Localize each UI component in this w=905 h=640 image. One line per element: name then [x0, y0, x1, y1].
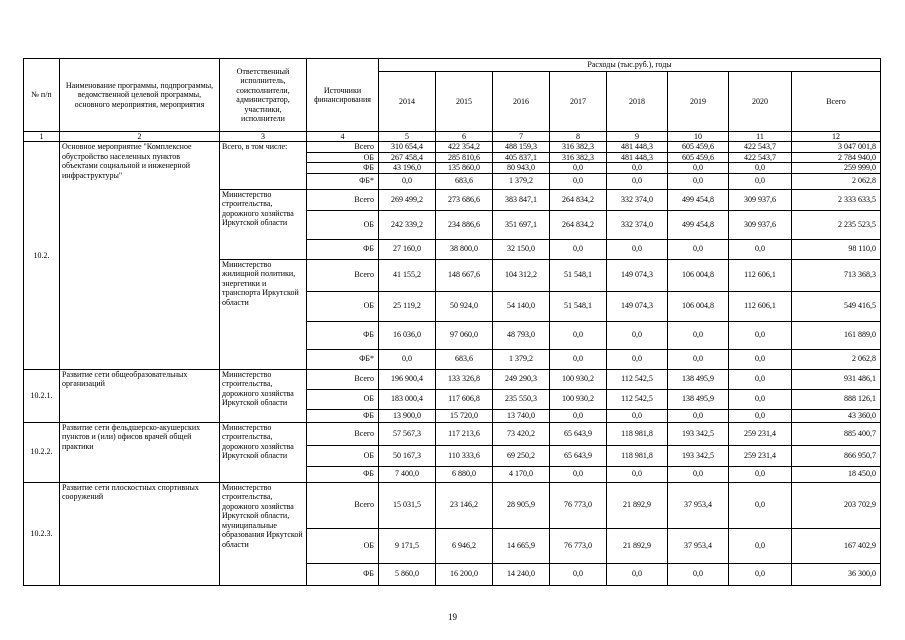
value-cell: 0,0	[607, 321, 668, 349]
value-cell: 235 550,3	[493, 389, 550, 409]
value-cell: 76 773,0	[550, 528, 607, 563]
total-cell: 18 450,0	[792, 466, 881, 482]
value-cell: 0,0	[550, 239, 607, 259]
value-cell: 43 196,0	[379, 163, 436, 174]
value-cell: 133 326,8	[436, 369, 493, 389]
funding-source: ФБ	[307, 163, 379, 174]
total-cell: 2 784 940,0	[792, 152, 881, 163]
header-total: Всего	[792, 72, 881, 132]
value-cell: 104 312,2	[493, 259, 550, 291]
executor: Министерство строительства, дорожного хозяйства Иркутской области	[220, 422, 307, 482]
value-cell: 0,0	[729, 321, 792, 349]
value-cell: 0,0	[668, 563, 729, 585]
value-cell: 118 981,8	[607, 445, 668, 466]
total-cell: 549 416,5	[792, 291, 881, 321]
value-cell: 683,6	[436, 173, 493, 189]
column-number: 12	[792, 132, 881, 142]
value-cell: 112 606,1	[729, 291, 792, 321]
value-cell: 135 860,0	[436, 163, 493, 174]
value-cell: 15 031,5	[379, 482, 436, 528]
value-cell: 117 606,8	[436, 389, 493, 409]
value-cell: 100 930,2	[550, 369, 607, 389]
value-cell: 6 946,2	[436, 528, 493, 563]
value-cell: 0,0	[379, 349, 436, 369]
value-cell: 0,0	[607, 349, 668, 369]
value-cell: 73 420,2	[493, 422, 550, 445]
funding-source: ФБ*	[307, 349, 379, 369]
executor: Министерство строительства, дорожного хозяйства Иркутской области, муниципальные образования Иркутской области	[220, 482, 307, 585]
header-year: 2019	[668, 72, 729, 132]
value-cell: 481 448,3	[607, 152, 668, 163]
item-name: Развитие сети фельдшерско-акушерских пунктов и (или) офисов врачей общей практики	[60, 422, 220, 482]
value-cell: 0,0	[607, 409, 668, 422]
total-cell: 3 047 001,8	[792, 142, 881, 153]
value-cell: 0,0	[550, 163, 607, 174]
value-cell: 138 495,9	[668, 369, 729, 389]
value-cell: 259 231,4	[729, 422, 792, 445]
value-cell: 0,0	[550, 563, 607, 585]
value-cell: 0,0	[607, 239, 668, 259]
value-cell: 267 458,4	[379, 152, 436, 163]
value-cell: 112 542,5	[607, 389, 668, 409]
funding-source: ФБ*	[307, 173, 379, 189]
value-cell: 112 606,1	[729, 259, 792, 291]
value-cell: 481 448,3	[607, 142, 668, 153]
value-cell: 499 454,8	[668, 210, 729, 239]
funding-source: Всего	[307, 422, 379, 445]
value-cell: 138 495,9	[668, 389, 729, 409]
header-year: 2016	[493, 72, 550, 132]
total-cell: 713 368,3	[792, 259, 881, 291]
page-number: 19	[448, 612, 457, 622]
value-cell: 0,0	[379, 173, 436, 189]
value-cell: 1 379,2	[493, 349, 550, 369]
value-cell: 605 459,6	[668, 152, 729, 163]
value-cell: 118 981,8	[607, 422, 668, 445]
value-cell: 0,0	[729, 563, 792, 585]
header-year: 2020	[729, 72, 792, 132]
value-cell: 149 074,3	[607, 291, 668, 321]
value-cell: 0,0	[729, 466, 792, 482]
value-cell: 57 567,3	[379, 422, 436, 445]
value-cell: 193 342,5	[668, 422, 729, 445]
value-cell: 5 860,0	[379, 563, 436, 585]
column-number: 9	[607, 132, 668, 142]
value-cell: 0,0	[668, 239, 729, 259]
value-cell: 0,0	[550, 321, 607, 349]
value-cell: 0,0	[668, 409, 729, 422]
value-cell: 65 643,9	[550, 422, 607, 445]
executor: Министерство жилищной политики, энергетики и транспорта Иркутской области	[220, 259, 307, 369]
value-cell: 50 924,0	[436, 291, 493, 321]
value-cell: 16 036,0	[379, 321, 436, 349]
value-cell: 37 953,4	[668, 482, 729, 528]
header-year: 2014	[379, 72, 436, 132]
total-cell: 2 062,8	[792, 173, 881, 189]
value-cell: 48 793,0	[493, 321, 550, 349]
funding-source: ФБ	[307, 409, 379, 422]
header-source: Источники финансирования	[307, 59, 379, 132]
column-number: 10	[668, 132, 729, 142]
value-cell: 422 543,7	[729, 142, 792, 153]
funding-source: ОБ	[307, 528, 379, 563]
value-cell: 316 382,3	[550, 142, 607, 153]
funding-source: ОБ	[307, 210, 379, 239]
value-cell: 332 374,0	[607, 210, 668, 239]
funding-source: Всего	[307, 482, 379, 528]
table-row	[24, 482, 881, 528]
funding-source: ОБ	[307, 291, 379, 321]
total-cell: 885 400,7	[792, 422, 881, 445]
value-cell: 0,0	[668, 173, 729, 189]
total-cell: 2 235 523,5	[792, 210, 881, 239]
executor: Министерство строительства, дорожного хозяйства Иркутской области	[220, 369, 307, 422]
value-cell: 316 382,3	[550, 152, 607, 163]
value-cell: 242 339,2	[379, 210, 436, 239]
value-cell: 112 542,5	[607, 369, 668, 389]
value-cell: 0,0	[668, 321, 729, 349]
value-cell: 0,0	[550, 409, 607, 422]
header-expenses: Расходы (тыс.руб.), годы	[379, 59, 881, 72]
funding-source: Всего	[307, 189, 379, 210]
value-cell: 0,0	[550, 173, 607, 189]
value-cell: 0,0	[668, 163, 729, 174]
header-name: Наименование программы, подпрограммы, ведомственной целевой программы, основного мероприятия, мероприятия	[60, 59, 220, 132]
total-cell: 931 486,1	[792, 369, 881, 389]
total-cell: 36 300,0	[792, 563, 881, 585]
item-number: 10.2.3.	[24, 482, 60, 585]
funding-source: ФБ	[307, 563, 379, 585]
value-cell: 65 643,9	[550, 445, 607, 466]
value-cell: 148 667,6	[436, 259, 493, 291]
value-cell: 16 200,0	[436, 563, 493, 585]
value-cell: 196 900,4	[379, 369, 436, 389]
value-cell: 97 060,0	[436, 321, 493, 349]
value-cell: 683,6	[436, 349, 493, 369]
value-cell: 110 333,6	[436, 445, 493, 466]
total-cell: 43 360,0	[792, 409, 881, 422]
value-cell: 422 543,7	[729, 152, 792, 163]
value-cell: 0,0	[729, 409, 792, 422]
value-cell: 332 374,0	[607, 189, 668, 210]
value-cell: 50 167,3	[379, 445, 436, 466]
column-number: 1	[24, 132, 60, 142]
value-cell: 285 810,6	[436, 152, 493, 163]
item-number: 10.2.	[24, 142, 60, 370]
table-row	[24, 422, 881, 445]
total-cell: 259 999,0	[792, 163, 881, 174]
value-cell: 38 800,0	[436, 239, 493, 259]
value-cell: 149 074,3	[607, 259, 668, 291]
column-number: 2	[60, 132, 220, 142]
value-cell: 106 004,8	[668, 259, 729, 291]
total-cell: 167 402,9	[792, 528, 881, 563]
value-cell: 23 146,2	[436, 482, 493, 528]
value-cell: 0,0	[607, 163, 668, 174]
funding-source: ФБ	[307, 321, 379, 349]
funding-source: ФБ	[307, 466, 379, 482]
value-cell: 264 834,2	[550, 210, 607, 239]
value-cell: 13 740,0	[493, 409, 550, 422]
value-cell: 6 880,0	[436, 466, 493, 482]
table-row	[24, 142, 881, 153]
value-cell: 0,0	[729, 349, 792, 369]
funding-source: ОБ	[307, 445, 379, 466]
value-cell: 383 847,1	[493, 189, 550, 210]
value-cell: 106 004,8	[668, 291, 729, 321]
value-cell: 0,0	[729, 239, 792, 259]
value-cell: 0,0	[729, 528, 792, 563]
value-cell: 37 953,4	[668, 528, 729, 563]
item-name: Основное мероприятие "Комплексное обустройство населенных пунктов объектами социальной и инженерной инфраструктуры"	[60, 142, 220, 370]
value-cell: 0,0	[607, 173, 668, 189]
value-cell: 54 140,0	[493, 291, 550, 321]
funding-source: Всего	[307, 369, 379, 389]
value-cell: 7 400,0	[379, 466, 436, 482]
column-number: 7	[493, 132, 550, 142]
funding-source: Всего	[307, 259, 379, 291]
value-cell: 193 342,5	[668, 445, 729, 466]
header-year: 2015	[436, 72, 493, 132]
value-cell: 1 379,2	[493, 173, 550, 189]
value-cell: 309 937,6	[729, 210, 792, 239]
value-cell: 273 686,6	[436, 189, 493, 210]
total-cell: 203 702,9	[792, 482, 881, 528]
value-cell: 0,0	[550, 349, 607, 369]
value-cell: 249 290,3	[493, 369, 550, 389]
value-cell: 499 454,8	[668, 189, 729, 210]
value-cell: 269 499,2	[379, 189, 436, 210]
value-cell: 351 697,1	[493, 210, 550, 239]
table-body	[24, 59, 881, 586]
value-cell: 41 155,2	[379, 259, 436, 291]
value-cell: 0,0	[668, 466, 729, 482]
value-cell: 51 548,1	[550, 259, 607, 291]
funding-source: ОБ	[307, 389, 379, 409]
value-cell: 309 937,6	[729, 189, 792, 210]
table-row	[24, 369, 881, 389]
value-cell: 27 160,0	[379, 239, 436, 259]
value-cell: 21 892,9	[607, 482, 668, 528]
item-number: 10.2.2.	[24, 422, 60, 482]
value-cell: 14 665,9	[493, 528, 550, 563]
value-cell: 0,0	[607, 563, 668, 585]
budget-table	[23, 58, 881, 586]
column-number: 8	[550, 132, 607, 142]
value-cell: 0,0	[729, 389, 792, 409]
value-cell: 405 837,1	[493, 152, 550, 163]
value-cell: 259 231,4	[729, 445, 792, 466]
funding-source: Всего	[307, 142, 379, 153]
value-cell: 21 892,9	[607, 528, 668, 563]
total-cell: 161 889,0	[792, 321, 881, 349]
value-cell: 0,0	[729, 369, 792, 389]
value-cell: 15 720,0	[436, 409, 493, 422]
funding-source: ОБ	[307, 152, 379, 163]
column-number: 4	[307, 132, 379, 142]
header-year: 2018	[607, 72, 668, 132]
value-cell: 4 170,0	[493, 466, 550, 482]
value-cell: 76 773,0	[550, 482, 607, 528]
value-cell: 25 119,2	[379, 291, 436, 321]
value-cell: 0,0	[729, 163, 792, 174]
total-cell: 2 062,8	[792, 349, 881, 369]
value-cell: 0,0	[729, 173, 792, 189]
item-name: Развитие сети плоскостных спортивных сооружений	[60, 482, 220, 585]
value-cell: 0,0	[607, 466, 668, 482]
value-cell: 183 000,4	[379, 389, 436, 409]
value-cell: 80 943,0	[493, 163, 550, 174]
value-cell: 422 354,2	[436, 142, 493, 153]
column-number: 5	[379, 132, 436, 142]
total-cell: 866 950,7	[792, 445, 881, 466]
column-number: 6	[436, 132, 493, 142]
value-cell: 69 250,2	[493, 445, 550, 466]
value-cell: 28 905,9	[493, 482, 550, 528]
total-cell: 2 333 633,5	[792, 189, 881, 210]
item-name: Развитие сети общеобразовательных организаций	[60, 369, 220, 422]
value-cell: 13 900,0	[379, 409, 436, 422]
item-number: 10.2.1.	[24, 369, 60, 422]
total-cell: 888 126,1	[792, 389, 881, 409]
value-cell: 0,0	[668, 349, 729, 369]
value-cell: 310 654,4	[379, 142, 436, 153]
executor: Всего, в том числе:	[220, 142, 307, 190]
value-cell: 234 886,6	[436, 210, 493, 239]
value-cell: 0,0	[729, 482, 792, 528]
value-cell: 9 171,5	[379, 528, 436, 563]
value-cell: 0,0	[550, 466, 607, 482]
value-cell: 488 159,3	[493, 142, 550, 153]
column-number: 3	[220, 132, 307, 142]
value-cell: 605 459,6	[668, 142, 729, 153]
total-cell: 98 110,0	[792, 239, 881, 259]
column-number: 11	[729, 132, 792, 142]
header-executor: Ответственный исполнитель, соисполнители, администратор, участники, исполнители	[220, 59, 307, 132]
executor: Министерство строительства, дорожного хозяйства Иркутской области	[220, 189, 307, 259]
value-cell: 117 213,6	[436, 422, 493, 445]
header-num: № п/п	[24, 59, 60, 132]
value-cell: 264 834,2	[550, 189, 607, 210]
value-cell: 14 240,0	[493, 563, 550, 585]
value-cell: 32 150,0	[493, 239, 550, 259]
value-cell: 51 548,1	[550, 291, 607, 321]
value-cell: 100 930,2	[550, 389, 607, 409]
header-year: 2017	[550, 72, 607, 132]
funding-source: ФБ	[307, 239, 379, 259]
